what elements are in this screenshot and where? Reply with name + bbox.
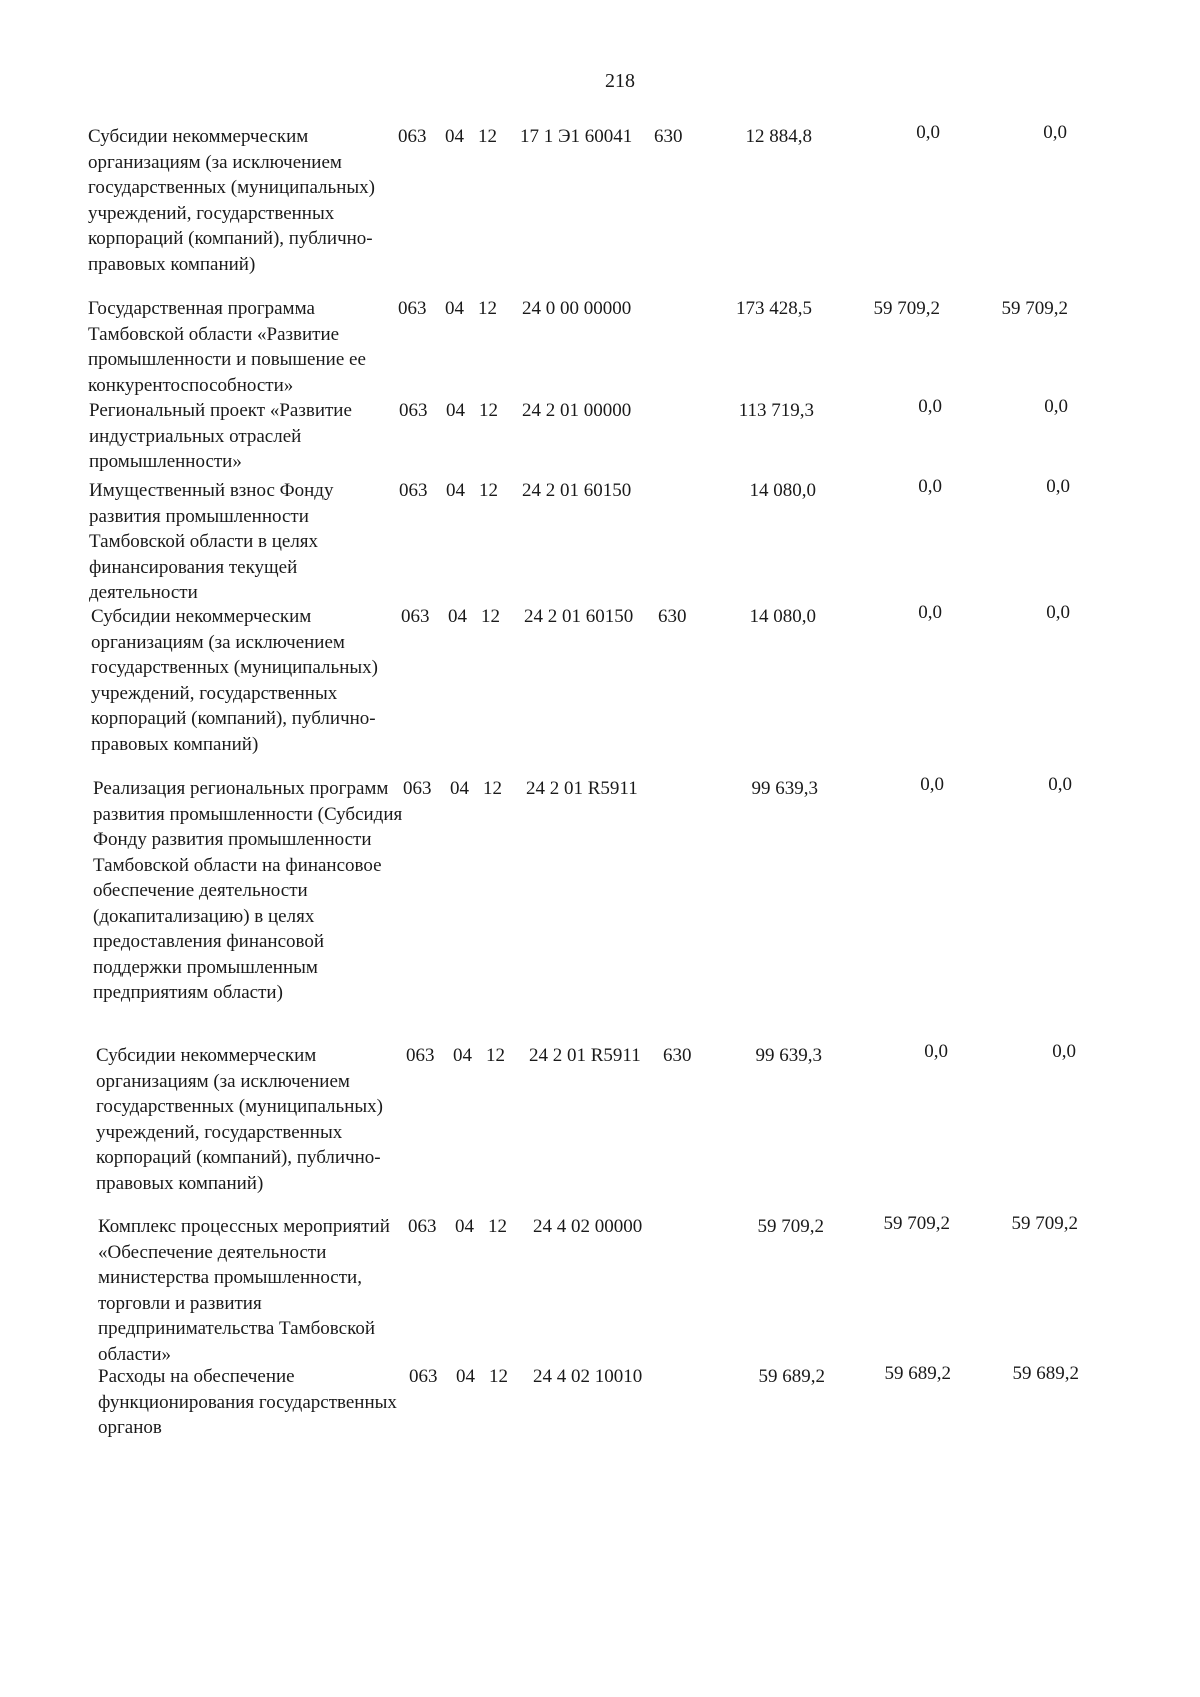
sum-year-3: 59 709,2 (1001, 298, 1068, 319)
sum-year-1: 173 428,5 (736, 298, 812, 319)
section-code: 04 (445, 126, 464, 147)
sum-year-3: 0,0 (1044, 396, 1068, 417)
section-code: 04 (448, 606, 467, 627)
sum-year-1: 14 080,0 (749, 480, 816, 501)
row-name: Субсидии некоммерческим организациям (за исключением государственных (муниципальных) учреждений, государственных корпораций (компаний), публично-правовых компаний) (91, 606, 378, 755)
row-name: Имущественный взнос Фонду развития промышленности Тамбовской области в целях финансирования текущей деятельности (89, 480, 334, 603)
row-name: Региональный проект «Развитие индустриальных отраслей промышленности» (89, 400, 352, 472)
sum-year-1: 59 709,2 (757, 1216, 824, 1237)
section-code: 04 (456, 1366, 475, 1387)
target-code: 24 4 02 10010 (533, 1366, 643, 1387)
sum-year-2: 0,0 (918, 602, 942, 623)
row-name: Реализация региональных программ развития промышленности (Субсидия Фонду развития промышленности Тамбовской области на финансовое обеспечение деятельности (докапитализацию) в целях предоставления финансовой поддержки промышленным предприятиям области) (93, 778, 403, 1003)
target-code: 24 0 00 00000 (522, 298, 632, 319)
sum-year-2: 0,0 (920, 774, 944, 795)
target-code: 24 2 01 00000 (522, 400, 632, 421)
sum-year-2: 0,0 (916, 122, 940, 143)
section-code: 04 (446, 400, 465, 421)
ministry-code: 063 (398, 126, 427, 147)
sum-year-3: 0,0 (1043, 122, 1067, 143)
sum-year-1: 99 639,3 (755, 1045, 822, 1066)
target-code: 24 2 01 R5911 (529, 1045, 641, 1066)
section-code: 04 (450, 778, 469, 799)
ministry-code: 063 (408, 1216, 437, 1237)
sum-year-3: 0,0 (1048, 774, 1072, 795)
target-code: 24 2 01 60150 (524, 606, 634, 627)
sum-year-2: 59 709,2 (873, 298, 940, 319)
sum-year-3: 0,0 (1046, 476, 1070, 497)
sum-year-3: 59 689,2 (1012, 1363, 1079, 1384)
sum-year-2: 0,0 (924, 1041, 948, 1062)
sum-year-1: 59 689,2 (758, 1366, 825, 1387)
row-name: Государственная программа Тамбовской области «Развитие промышленности и повышение ее конкурентоспособности» (88, 298, 366, 396)
sum-year-3: 0,0 (1052, 1041, 1076, 1062)
ministry-code: 063 (409, 1366, 438, 1387)
section-code: 04 (455, 1216, 474, 1237)
row-name: Расходы на обеспечение функционирования государственных органов (98, 1366, 397, 1438)
subsection-code: 12 (478, 298, 497, 319)
expense-type-code: 630 (654, 126, 683, 147)
sum-year-1: 12 884,8 (745, 126, 812, 147)
expense-type-code: 630 (663, 1045, 692, 1066)
subsection-code: 12 (489, 1366, 508, 1387)
target-code: 24 4 02 00000 (533, 1216, 643, 1237)
ministry-code: 063 (399, 400, 428, 421)
subsection-code: 12 (483, 778, 502, 799)
ministry-code: 063 (403, 778, 432, 799)
row-name: Субсидии некоммерческим организациям (за исключением государственных (муниципальных) учреждений, государственных корпораций (компаний), публично-правовых компаний) (96, 1045, 383, 1194)
row-name: Субсидии некоммерческим организациям (за исключением государственных (муниципальных) учреждений, государственных корпораций (компаний), публично-правовых компаний) (88, 126, 375, 275)
ministry-code: 063 (401, 606, 430, 627)
sum-year-1: 113 719,3 (738, 400, 814, 421)
target-code: 24 2 01 R5911 (526, 778, 638, 799)
ministry-code: 063 (399, 480, 428, 501)
expense-type-code: 630 (658, 606, 687, 627)
sum-year-1: 99 639,3 (751, 778, 818, 799)
subsection-code: 12 (479, 400, 498, 421)
section-code: 04 (453, 1045, 472, 1066)
sum-year-2: 0,0 (918, 396, 942, 417)
subsection-code: 12 (488, 1216, 507, 1237)
subsection-code: 12 (486, 1045, 505, 1066)
subsection-code: 12 (478, 126, 497, 147)
ministry-code: 063 (398, 298, 427, 319)
sum-year-3: 0,0 (1046, 602, 1070, 623)
subsection-code: 12 (481, 606, 500, 627)
sum-year-3: 59 709,2 (1011, 1213, 1078, 1234)
sum-year-1: 14 080,0 (749, 606, 816, 627)
section-code: 04 (445, 298, 464, 319)
page-number: 218 (605, 70, 635, 92)
ministry-code: 063 (406, 1045, 435, 1066)
target-code: 24 2 01 60150 (522, 480, 632, 501)
target-code: 17 1 Э1 60041 (520, 126, 633, 147)
sum-year-2: 59 689,2 (884, 1363, 951, 1384)
subsection-code: 12 (479, 480, 498, 501)
row-name: Комплекс процессных мероприятий «Обеспечение деятельности министерства промышленности, торговли и развития предпринимательства Тамбовской области» (98, 1216, 390, 1365)
section-code: 04 (446, 480, 465, 501)
sum-year-2: 59 709,2 (883, 1213, 950, 1234)
sum-year-2: 0,0 (918, 476, 942, 497)
